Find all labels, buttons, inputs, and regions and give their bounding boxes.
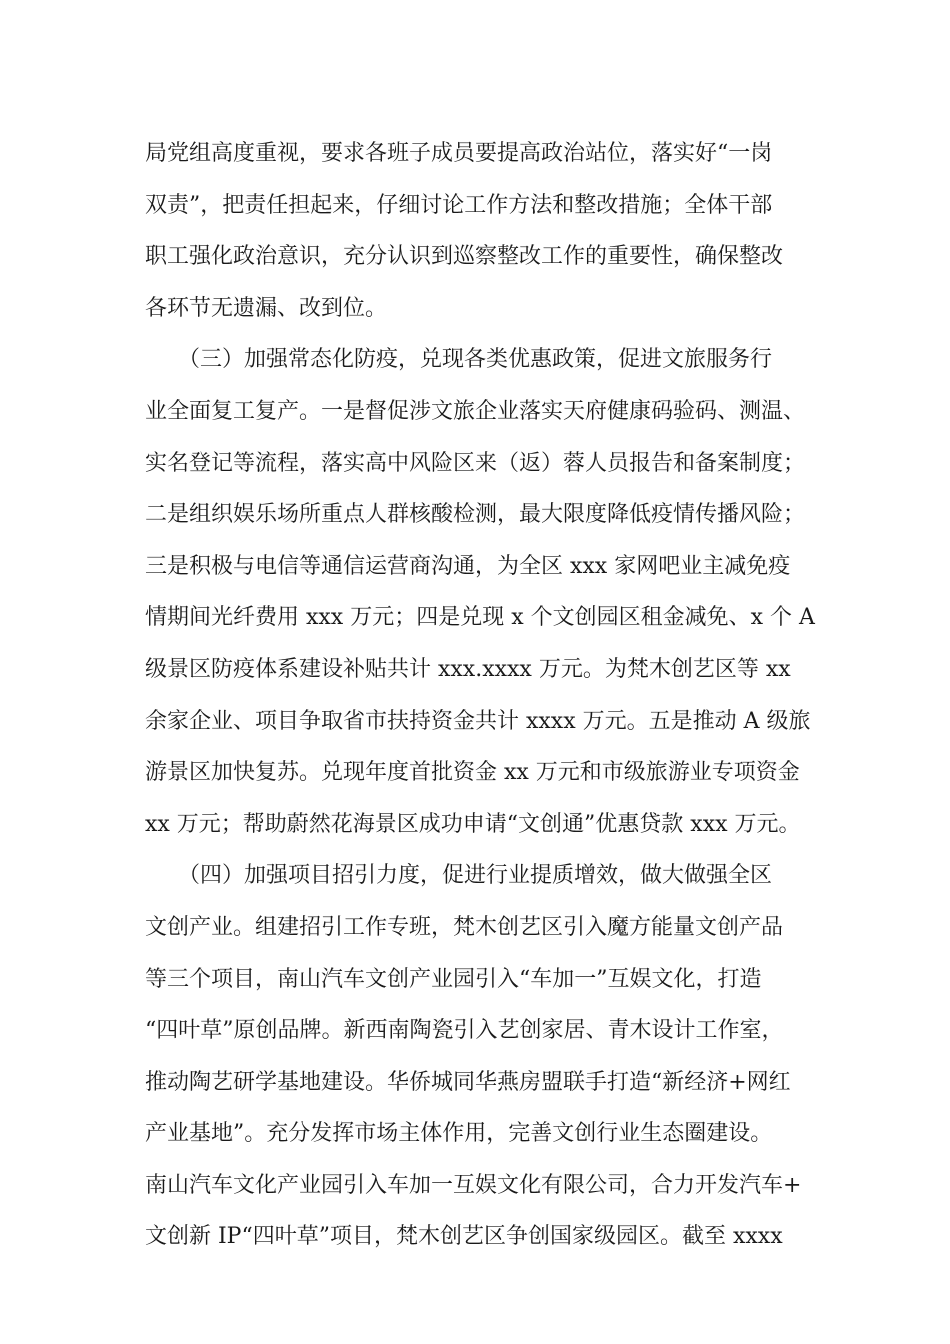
text-line: 推动陶艺研学基地建设。华侨城同华燕房盟联手打造“新经济+网红 — [145, 1069, 791, 1095]
text-line: 实名登记等流程，落实高中风险区来（返）蓉人员报告和备案制度； — [145, 450, 806, 476]
text-line: “四叶草”原创品牌。新西南陶瓷引入艺创家居、青木设计工作室， — [145, 1018, 784, 1044]
text-line: 余家企业、项目争取省市扶持资金共计 xxxx 万元。五是推动 A 级旅 — [145, 708, 811, 734]
text-line: 二是组织娱乐场所重点人群核酸检测，最大限度降低疫情传播风险； — [145, 502, 806, 528]
text-line: 产业基地”。充分发挥市场主体作用，完善文创行业生态圈建设。 — [145, 1121, 773, 1147]
text-line: 职工强化政治意识，充分认识到巡察整改工作的重要性，确保整改 — [145, 244, 784, 270]
text-line: 文创新 IP“四叶草”项目，梵木创艺区争创国家级园区。截至 xxxx — [145, 1224, 783, 1250]
body-text — [145, 128, 815, 1263]
text-line: 局党组高度重视，要求各班子成员要提高政治站位，落实好“一岗 — [145, 141, 773, 166]
text-line: 各环节无遗漏、改到位。 — [145, 295, 388, 321]
text-line: xx 万元；帮助蔚然花海景区成功申请“文创通”优惠贷款 xxx 万元。 — [145, 811, 801, 837]
section-three-heading-line: （三）加强常态化防疫，兑现各类优惠政策，促进文旅服务行 — [145, 347, 773, 373]
text-line: 情期间光纤费用 xxx 万元；四是兑现 x 个文创园区租金减免、x 个 A — [145, 605, 815, 631]
section-four-heading-line: （四）加强项目招引力度，促进行业提质增效，做大做强全区 — [145, 863, 773, 889]
text-line: 文创产业。组建招引工作专班，梵木创艺区引入魔方能量文创产品 — [145, 914, 784, 940]
text-line: 南山汽车文化产业园引入车加一互娱文化有限公司，合力开发汽车+ — [145, 1172, 802, 1198]
text-line: 级景区防疫体系建设补贴共计 xxx.xxxx 万元。为梵木创艺区等 xx — [145, 656, 791, 682]
text-line: 等三个项目，南山汽车文创产业园引入“车加一”互娱文化，打造 — [145, 966, 762, 992]
text-line: 业全面复工复产。一是督促涉文旅企业落实天府健康码验码、测温、 — [145, 398, 806, 424]
text-line: 三是积极与电信等通信运营商沟通，为全区 xxx 家网吧业主减免疫 — [145, 553, 791, 579]
text-line: 双责”，把责任担起来，仔细讨论工作方法和整改措施；全体干部 — [145, 192, 773, 218]
text-line: 游景区加快复苏。兑现年度首批资金 xx 万元和市级旅游业专项资金 — [145, 760, 800, 786]
